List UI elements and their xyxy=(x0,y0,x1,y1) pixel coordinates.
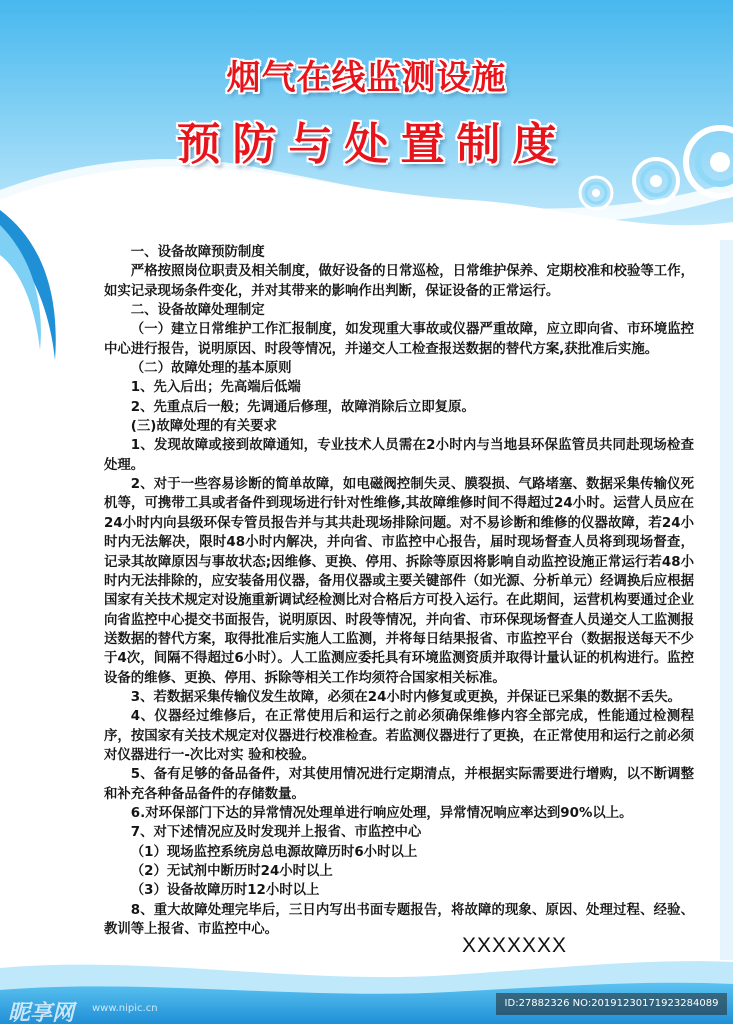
paragraph: 8、重大故障处理完毕后，三日内写出书面专题报告，将故障的现象、原因、处理过程、经验、教训等上报省、市监控中心。 xyxy=(104,902,694,938)
paragraph: 3、若数据采集传输仪发生故障，必须在24小时内修复或更换，并保证已采集的数据不丢失。 xyxy=(130,689,681,705)
circle-decoration-3 xyxy=(580,177,612,209)
section-heading: 二、设备故障处理制定 xyxy=(130,303,265,319)
subsection-heading: (三)故障处理的有关要求 xyxy=(130,419,277,435)
paragraph: 2、对于一些容易诊断的简单故障，如电磁阀控制失灵、膜裂损、气路堵塞、数据采集传输仪死机等，可携带工具或者备件到现场进行针对性维修,其故障维修时间不得超过24小时。运营人员应在24小时内向县级环保专管员报告并与其共赴现场排除问题。对不易诊断和维修的仪器故障，若24小时内无法解决，限时48小时内解决，并向省、市监控中心报告，届时现场督查人员将到现场督查，记录其故障原因与事故状态;因维修、更换、停用、拆除等原因将影响自动监控设施正常运行若48小时内无法排除的，应安装备用仪器，备用仪器或主要关键部件（如光源、分析单元）经调换后应根据国家有关技术规定对设施重新调试经检测比对合格后方可投入运行。在此期间，运营机构要通过企业向省监控中心提交书面报告，说明原因、时段等情况，并向省、市环保现场督查人员递交人工监测报送数据的替代方案，取得批准后实施人工监测，并将每日结果报省、市监控平台（数据报送每天不少于4次，间隔不得超过6小时）。人工监测应委托具有环境监测资质并取得计量认证的机构进行。监控设备的维修、更换、停用、拆除等相关工作均须符合国家相关标准。 xyxy=(104,477,694,686)
title-line-1: 烟气在线监测设施 xyxy=(226,58,507,98)
watermark-id: ID:27882326 NO:20191230171923284089 xyxy=(496,993,727,1015)
list-item: （1）现场监控系统房总电源故障历时6小时以上 xyxy=(130,844,418,860)
list-item: （2）无试剂中断历时24小时以上 xyxy=(130,864,333,879)
paragraph: 4、仪器经过维修后，在正常使用后和运行之前必须确保维修内容全部完成，性能通过检测程序，按国家有关技术规定对仪器进行校准检查。若监测仪器进行了更换，在正常使用和运行之前必须对仪器进行一-次比对实 验和校验。 xyxy=(104,709,694,763)
section-heading: 一、设备故障预防制度 xyxy=(130,245,265,260)
signature: XXXXXXX xyxy=(462,934,568,957)
list-item: 2、先重点后一般；先调通后修理，故障消除后立即复原。 xyxy=(130,399,475,415)
regulation-text xyxy=(104,243,694,939)
subsection-heading: （二）故障处理的基本原则 xyxy=(130,361,292,377)
paragraph: （一）建立日常维护工作汇报制度，如发现重大事故或仪器严重故障，应立即向省、市环境监控中心进行报告，说明原因、时段等情况，并递交人工检查报送数据的替代方案,获批准后实施。 xyxy=(104,322,694,357)
watermark-url: www.nipic.cn xyxy=(92,1003,158,1014)
right-edge-tint xyxy=(720,240,733,960)
paragraph: 6.对环保部门下达的异常情况处理单进行响应处理，异常情况响应率达到90%以上。 xyxy=(130,805,633,821)
paragraph: 严格按照岗位职责及相关制度，做好设备的日常巡检，日常维护保养、定期校准和校验等工作，如实记录现场条件变化，并对其带来的影响作出判断，保证设备的正常运行。 xyxy=(104,264,694,299)
watermark-logo: 昵享网 xyxy=(8,1001,75,1024)
paragraph: 1、发现故障或接到故障通知，专业技术人员需在2小时内与当地县环保监管员共同赴现场检查处理。 xyxy=(104,438,694,473)
paragraph: 5、备有足够的备品备件，对其使用情况进行定期清点，并根据实际需要进行增购，以不断调整和补充各种备品备件的存储数量。 xyxy=(104,767,694,802)
list-item: （3）设备故障历时12小时以上 xyxy=(130,883,320,899)
list-item: 1、先入后出；先高端后低端 xyxy=(130,380,301,396)
title-line-2: 预防与处置制度 xyxy=(176,119,569,170)
paragraph: 7、对下述情况应及时发现并上报省、市监控中心 xyxy=(130,825,422,841)
